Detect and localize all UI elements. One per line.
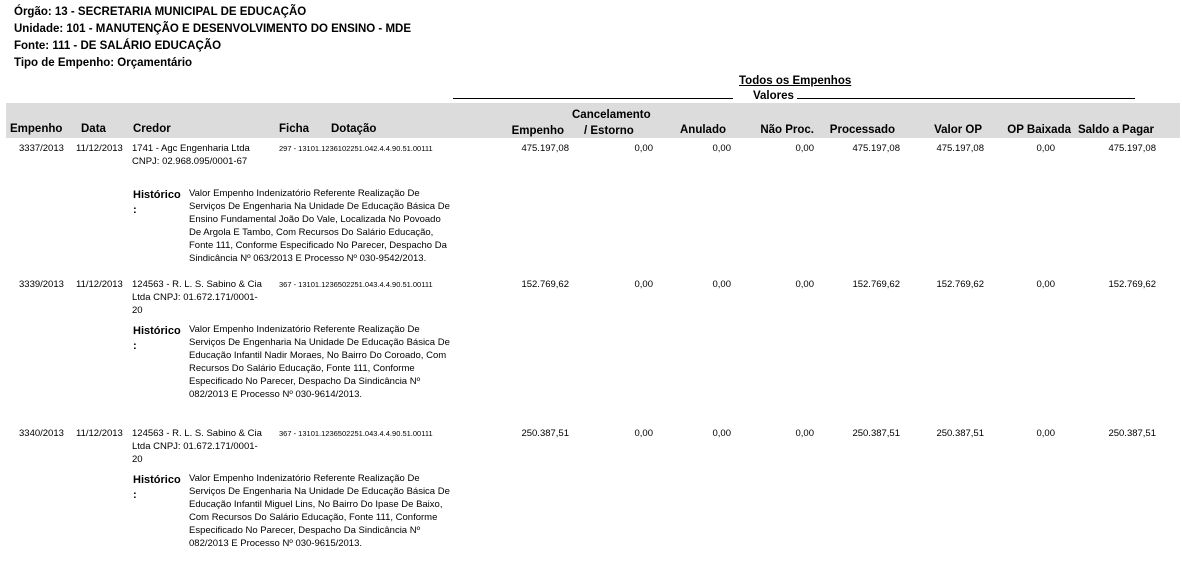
fonte-title: Fonte: 111 - DE SALÁRIO EDUCAÇÃO bbox=[14, 40, 222, 52]
historico-colon: : bbox=[133, 204, 137, 216]
empenho-date: 11/12/2013 bbox=[76, 279, 123, 290]
credor-line-2: CNPJ: 02.968.095/0001-67 bbox=[132, 156, 248, 167]
historico-text-line: Recursos Do Salário Educação, Fonte 111, Conforme bbox=[189, 363, 415, 374]
col-op-baixada: OP Baixada bbox=[1007, 124, 1071, 136]
valor-processado: 250.387,51 bbox=[852, 428, 900, 439]
col-ficha: Ficha bbox=[279, 123, 310, 135]
col-nao-proc: Não Proc. bbox=[760, 124, 814, 136]
historico-text-line: Valor Empenho Indenizatório Referente Realização De bbox=[189, 473, 420, 484]
col-cancelamento: Cancelamento bbox=[572, 109, 651, 121]
historico-text-line: Educação Infantil Miguel Lins, No Bairro Do Ipase De Baixo, bbox=[189, 499, 443, 510]
ficha-dotacao: 367 - 13101.1236502251.043.4.4.90.51.00111 bbox=[279, 429, 433, 438]
historico-text-line: Valor Empenho Indenizatório Referente Realização De bbox=[189, 188, 420, 199]
unidade-title: Unidade: 101 - MANUTENÇÃO E DESENVOLVIMENTO DO ENSINO - MDE bbox=[14, 23, 412, 35]
empenho-number: 3340/2013 bbox=[19, 428, 64, 439]
todos-empenhos-heading: Todos os Empenhos bbox=[739, 75, 852, 87]
valor-op: 475.197,08 bbox=[936, 143, 984, 154]
valor-saldo: 250.387,51 bbox=[1108, 428, 1156, 439]
valor-saldo: 152.769,62 bbox=[1108, 279, 1156, 290]
historico-text-line: 082/2013 E Processo Nº 030-9614/2013. bbox=[189, 389, 363, 400]
empenho-date: 11/12/2013 bbox=[76, 428, 123, 439]
historico-text-line: Serviços De Engenharia Na Unidade De Educação Básica De bbox=[189, 201, 450, 212]
historico-text-line: Valor Empenho Indenizatório Referente Realização De bbox=[189, 324, 420, 335]
valor-empenho: 475.197,08 bbox=[521, 143, 569, 154]
credor-line-1: 124563 - R. L. S. Sabino & Cia bbox=[132, 428, 262, 439]
empenho-date: 11/12/2013 bbox=[76, 143, 123, 154]
empenho-number: 3339/2013 bbox=[19, 279, 64, 290]
col-processado: Processado bbox=[829, 124, 895, 136]
historico-colon: : bbox=[133, 340, 137, 352]
historico-text-line: Ensino Fundamental João Do Vale, Localizada No Povoado bbox=[189, 214, 441, 225]
orgao-title: Órgão: 13 - SECRETARIA MUNICIPAL DE EDUCAÇÃO bbox=[14, 6, 307, 18]
divider-left bbox=[453, 98, 733, 99]
historico-text-line: 082/2013 E Processo Nº 030-9615/2013. bbox=[189, 538, 363, 549]
valor-nao-proc: 0,00 bbox=[795, 143, 814, 154]
historico-label: Histórico bbox=[133, 325, 181, 337]
credor-line-2: Ltda CNPJ: 01.672.171/0001- bbox=[132, 292, 258, 303]
historico-label: Histórico bbox=[133, 189, 181, 201]
historico-text-line: Fonte 111, Conforme Especificado No Parecer, Despacho Da bbox=[189, 240, 447, 251]
valor-op-baixada: 0,00 bbox=[1036, 279, 1055, 290]
valor-processado: 152.769,62 bbox=[852, 279, 900, 290]
historico-text-line: Serviços De Engenharia Na Unidade De Educação Básica De bbox=[189, 337, 450, 348]
credor-line-3: 20 bbox=[132, 305, 143, 316]
valor-op: 152.769,62 bbox=[936, 279, 984, 290]
valores-heading: Valores bbox=[753, 90, 794, 102]
valor-cancelamento: 0,00 bbox=[634, 143, 653, 154]
historico-text-line: Com Recursos Do Salário Educação, Fonte 111, Conforme bbox=[189, 512, 438, 523]
valor-cancelamento: 0,00 bbox=[634, 279, 653, 290]
empenho-number: 3337/2013 bbox=[19, 143, 64, 154]
col-data: Data bbox=[81, 123, 106, 135]
valor-anulado: 0,00 bbox=[712, 143, 731, 154]
historico-text-line: Especificado No Parecer, Despacho Da Sindicância Nº bbox=[189, 376, 421, 387]
credor-line-3: 20 bbox=[132, 454, 143, 465]
credor-line-1: 1741 - Agc Engenharia Ltda bbox=[132, 143, 250, 154]
divider-right bbox=[797, 98, 1135, 99]
valor-nao-proc: 0,00 bbox=[795, 279, 814, 290]
col-dotacao: Dotação bbox=[331, 123, 377, 135]
valor-anulado: 0,00 bbox=[712, 279, 731, 290]
col-anulado: Anulado bbox=[680, 124, 726, 136]
col-valor-empenho: Empenho bbox=[511, 125, 564, 137]
historico-text-line: Sindicância Nº 063/2013 E Processo Nº 030-9542/2013. bbox=[189, 253, 427, 264]
valor-nao-proc: 0,00 bbox=[795, 428, 814, 439]
credor-line-1: 124563 - R. L. S. Sabino & Cia bbox=[132, 279, 262, 290]
credor-line-2: Ltda CNPJ: 01.672.171/0001- bbox=[132, 441, 258, 452]
historico-colon: : bbox=[133, 489, 137, 501]
valor-anulado: 0,00 bbox=[712, 428, 731, 439]
valor-empenho: 152.769,62 bbox=[521, 279, 569, 290]
valor-saldo: 475.197,08 bbox=[1108, 143, 1156, 154]
historico-text-line: De Argola E Tambo, Com Recursos Do Salário Educação, bbox=[189, 227, 434, 238]
historico-text-line: Especificado No Parecer, Despacho Da Sindicância Nº bbox=[189, 525, 421, 536]
valor-op-baixada: 0,00 bbox=[1036, 428, 1055, 439]
col-valor-op: Valor OP bbox=[934, 124, 982, 136]
valor-op: 250.387,51 bbox=[936, 428, 984, 439]
valor-processado: 475.197,08 bbox=[852, 143, 900, 154]
col-credor: Credor bbox=[133, 123, 171, 135]
historico-label: Histórico bbox=[133, 474, 181, 486]
col-saldo: Saldo a Pagar bbox=[1077, 124, 1154, 136]
historico-text-line: Educação Infantil Nadir Moraes, No Bairro Do Coroado, Com bbox=[189, 350, 447, 361]
valor-cancelamento: 0,00 bbox=[634, 428, 653, 439]
col-empenho: Empenho bbox=[10, 123, 63, 135]
tipo-empenho-title: Tipo de Empenho: Orçamentário bbox=[14, 57, 193, 69]
historico-text-line: Serviços De Engenharia Na Unidade De Educação Básica De bbox=[189, 486, 450, 497]
ficha-dotacao: 297 - 13101.1236102251.042.4.4.90.51.00111 bbox=[279, 144, 433, 153]
col-estorno: / Estorno bbox=[584, 125, 634, 137]
ficha-dotacao: 367 - 13101.1236502251.043.4.4.90.51.00111 bbox=[279, 280, 433, 289]
valor-empenho: 250.387,51 bbox=[521, 428, 569, 439]
valor-op-baixada: 0,00 bbox=[1036, 143, 1055, 154]
